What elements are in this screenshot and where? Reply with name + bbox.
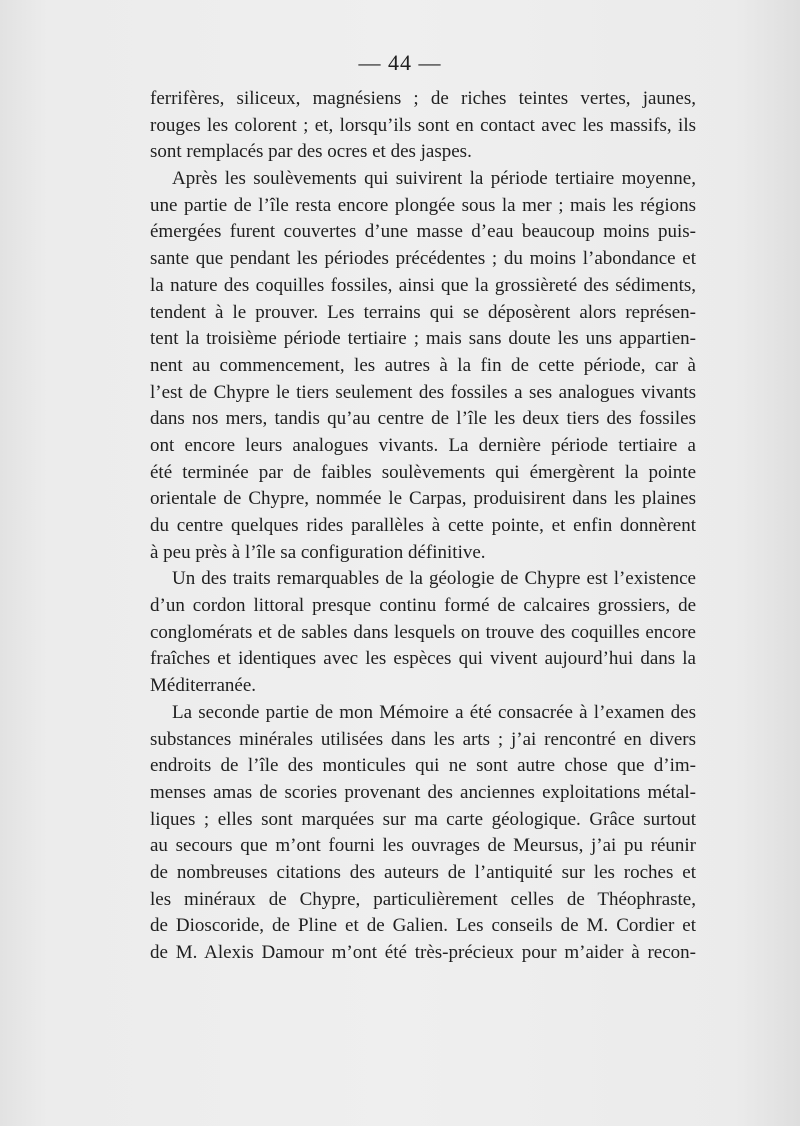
text-line: de Dioscoride, de Pline et de Galien. Les conseils de M. Cordier et <box>150 915 696 937</box>
paragraph-2 <box>150 166 696 566</box>
text-line: menses amas de scories provenant des anciennes exploitations métal- <box>150 781 696 803</box>
text-line: Méditerranée. <box>150 675 257 697</box>
paragraph-1 <box>150 86 696 166</box>
text-line: nent au commencement, les autres à la fin de cette période, car à <box>150 354 696 376</box>
text-line: fraîches et identiques avec les espèces qui vivent aujourd’hui dans la <box>150 648 696 670</box>
text-line: de M. Alexis Damour m’ont été très-précieux pour m’aider à recon- <box>150 942 696 963</box>
text-line: l’est de Chypre le tiers seulement des fossiles a ses analogues vivants <box>150 381 696 403</box>
text-line: La seconde partie de mon Mémoire a été consacrée à l’examen des <box>172 701 696 723</box>
text-line: ont encore leurs analogues vivants. La dernière période tertiaire a <box>150 434 696 456</box>
text-line: au secours que m’ont fourni les ouvrages de Meursus, j’ai pu réunir <box>150 835 696 857</box>
text-line: d’un cordon littoral presque continu formé de calcaires grossiers, de <box>150 595 696 617</box>
text-line: les minéraux de Chypre, particulièrement celles de Théophraste, <box>150 888 696 910</box>
text-line: substances minérales utilisées dans les arts ; j’ai rencontré en divers <box>150 728 696 750</box>
body-text <box>150 86 696 967</box>
text-line: de nombreuses citations des auteurs de l’antiquité sur les roches et <box>150 861 696 883</box>
text-line: ferrifères, siliceux, magnésiens ; de riches teintes vertes, jaunes, <box>150 88 696 109</box>
text-line: émergées furent couvertes d’une masse d’eau beaucoup moins puis- <box>150 221 696 243</box>
text-line: dans nos mers, tandis qu’au centre de l’île les deux tiers des fossiles <box>150 408 696 430</box>
text-line: tent la troisième période tertiaire ; mais sans doute les uns appartien- <box>150 328 696 350</box>
text-line: endroits de l’île des monticules qui ne sont autre chose que d’im- <box>150 755 696 777</box>
text-line: liques ; elles sont marquées sur ma carte géologique. Grâce surtout <box>150 808 696 830</box>
text-line: à peu près à l’île sa configuration définitive. <box>150 541 486 563</box>
text-line: la nature des coquilles fossiles, ainsi que la grossièreté des sédiments, <box>150 274 696 296</box>
text-line: tendent à le prouver. Les terrains qui se déposèrent alors représen- <box>150 301 696 323</box>
text-line: été terminée par de faibles soulèvements qui émergèrent la pointe <box>150 461 696 483</box>
text-line: orientale de Chypre, nommée le Carpas, produisirent dans les plaines <box>150 488 696 510</box>
text-line: conglomérats et de sables dans lesquels on trouve des coquilles encore <box>150 621 696 643</box>
paragraph-4 <box>150 700 696 967</box>
text-line: une partie de l’île resta encore plongée sous la mer ; mais les régions <box>150 194 696 216</box>
text-line: du centre quelques rides parallèles à cette pointe, et enfin donnèrent <box>150 515 696 536</box>
paragraph-3 <box>150 566 696 699</box>
page-number: — 44 — <box>358 50 442 75</box>
text-line: Après les soulèvements qui suivirent la période tertiaire moyenne, <box>172 168 696 190</box>
text-line: sont remplacés par des ocres et des jaspes. <box>150 141 472 163</box>
text-line: sante que pendant les périodes précédentes ; du moins l’abondance et <box>150 248 696 270</box>
text-line: Un des traits remarquables de la géologie de Chypre est l’existence <box>172 568 696 590</box>
text-line: rouges les colorent ; et, lorsqu’ils sont en contact avec les massifs, ils <box>150 114 696 136</box>
